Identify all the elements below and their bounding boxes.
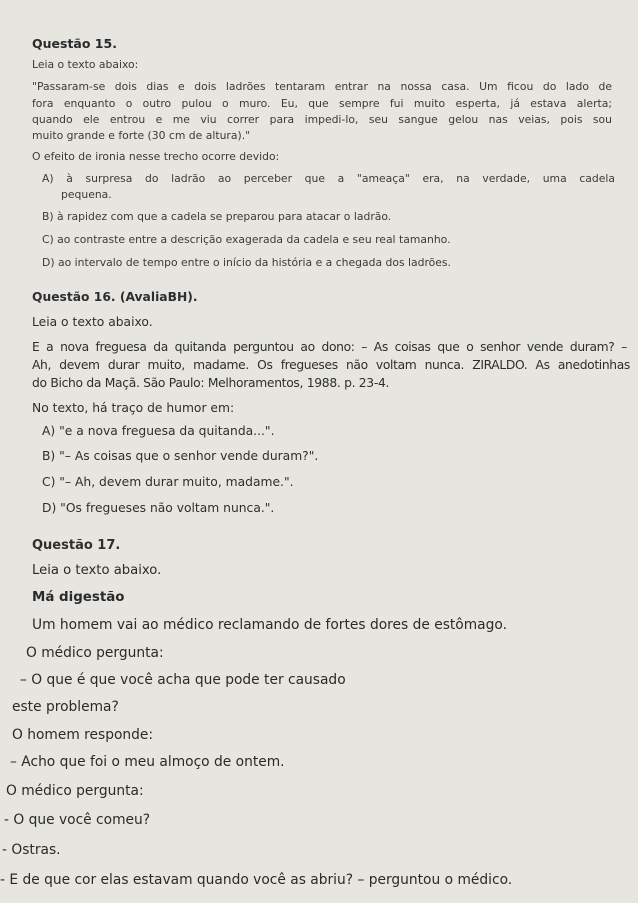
question-15-passage-line: quando ele entrou e me viu correr para impedi-lo, seu sangue gelou nas veias, pois sou bbox=[32, 113, 612, 126]
question-17-text-line: - O que você comeu? bbox=[4, 812, 151, 828]
question-17-text-title: Má digestão bbox=[32, 590, 125, 605]
question-15-option-a-cont: pequena. bbox=[61, 188, 112, 201]
question-16-intro: Leia o texto abaixo. bbox=[32, 315, 153, 329]
question-15-option-a: A) à surpresa do ladrão ao perceber que a "ameaça" era, na verdade, uma cadela bbox=[42, 172, 615, 185]
question-15-option-b: B) à rapidez com que a cadela se preparou para atacar o ladrão. bbox=[42, 210, 392, 223]
question-16-prompt: No texto, há traço de humor em: bbox=[32, 401, 235, 415]
question-15-prompt: O efeito de ironia nesse trecho ocorre devido: bbox=[32, 150, 280, 163]
question-17-intro: Leia o texto abaixo. bbox=[32, 563, 162, 578]
question-17-text-line: - E de que cor elas estavam quando você as abriu? – perguntou o médico. bbox=[0, 872, 513, 888]
question-15-passage-line: muito grande e forte (30 cm de altura)." bbox=[32, 129, 251, 142]
question-15-title: Questão 15. bbox=[32, 36, 117, 51]
question-17-text-line: – Acho que foi o meu almoço de ontem. bbox=[10, 754, 285, 770]
question-16-option-c: C) "– Ah, devem durar muito, madame.". bbox=[42, 475, 294, 489]
question-15-option-d: D) ao intervalo de tempo entre o início da história e a chegada dos ladrões. bbox=[42, 256, 451, 269]
question-15-passage-line: fora enquanto o outro pulou o muro. Eu, que sempre fui muito esperta, já estava alerta; bbox=[32, 97, 612, 110]
question-16-option-a: A) "e a nova freguesa da quitanda...". bbox=[42, 424, 275, 438]
question-16-passage-line: Ah, devem durar muito, madame. Os fregueses não voltam nunca. ZIRALDO. As anedotinhas bbox=[32, 358, 630, 372]
question-15-intro: Leia o texto abaixo: bbox=[32, 58, 139, 71]
question-15-passage-line: "Passaram-se dois dias e dois ladrões tentaram entrar na nossa casa. Um ficou do lado de bbox=[32, 80, 612, 93]
question-17-text-line: - Ostras. bbox=[2, 842, 61, 858]
question-17-text-line: este problema? bbox=[12, 699, 119, 715]
question-17-text-line: – O que é que você acha que pode ter causado bbox=[20, 672, 346, 688]
question-17-text-line: O homem responde: bbox=[12, 727, 154, 743]
question-16-option-b: B) "– As coisas que o senhor vende duram?". bbox=[42, 449, 319, 463]
question-17-text-line: Um homem vai ao médico reclamando de fortes dores de estômago. bbox=[32, 617, 507, 633]
question-15-option-c: C) ao contraste entre a descrição exagerada da cadela e seu real tamanho. bbox=[42, 233, 451, 246]
question-16-passage-line: do Bicho da Maçã. São Paulo: Melhoramentos, 1988. p. 23-4. bbox=[32, 376, 390, 390]
question-17-title: Questão 17. bbox=[32, 538, 121, 553]
question-17-text-line: O médico pergunta: bbox=[26, 645, 164, 661]
question-16-option-d: D) "Os fregueses não voltam nunca.". bbox=[42, 501, 275, 515]
question-17-text-line: O médico pergunta: bbox=[6, 783, 144, 799]
question-16-passage-line: E a nova freguesa da quitanda perguntou ao dono: – As coisas que o senhor vende duram? – bbox=[32, 340, 627, 354]
question-16-title: Questão 16. (AvaliaBH). bbox=[32, 290, 198, 304]
